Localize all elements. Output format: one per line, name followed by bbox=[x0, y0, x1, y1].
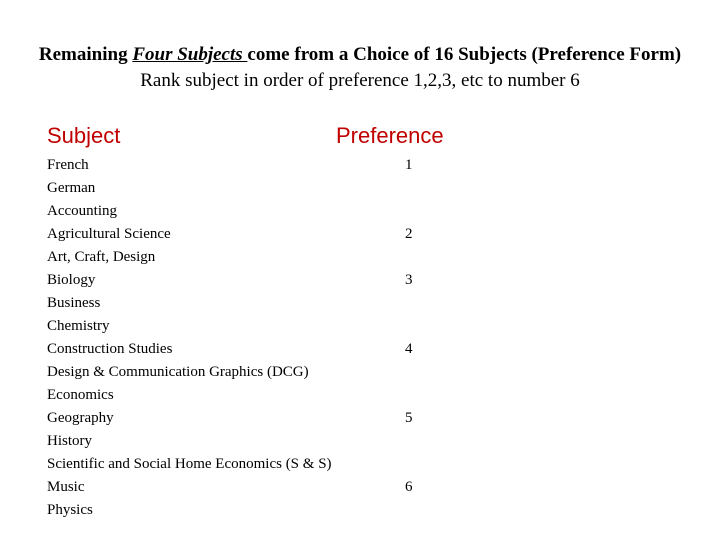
subject-row bbox=[0, 361, 720, 384]
subject-name: Biology bbox=[47, 272, 96, 288]
subject-row bbox=[0, 292, 720, 315]
subject-row bbox=[0, 338, 720, 361]
preference-rank: 5 bbox=[405, 410, 413, 426]
title-emphasis: Four Subjects bbox=[132, 44, 248, 65]
subject-row bbox=[0, 476, 720, 499]
subject-name: Design & Communication Graphics (DCG) bbox=[47, 364, 309, 380]
form-title bbox=[0, 44, 720, 66]
form-instructions: Rank subject in order of preference 1,2,3, etc to number 6 bbox=[140, 70, 580, 91]
subject-name: Business bbox=[47, 295, 101, 311]
title-suffix: come from a Choice of 16 Subjects (Preference Form) bbox=[247, 44, 682, 65]
title-prefix: Remaining bbox=[38, 44, 133, 65]
subject-name: Construction Studies bbox=[47, 341, 173, 357]
subject-name: History bbox=[47, 433, 92, 449]
preference-column-header: Preference bbox=[336, 123, 444, 148]
preference-rank: 1 bbox=[405, 157, 413, 173]
subject-row bbox=[0, 453, 720, 476]
subject-name: Chemistry bbox=[47, 318, 110, 334]
subject-list bbox=[0, 154, 720, 522]
subject-row bbox=[0, 154, 720, 177]
subject-row bbox=[0, 246, 720, 269]
subject-row bbox=[0, 177, 720, 200]
subject-name: Physics bbox=[47, 502, 93, 518]
subject-row bbox=[0, 430, 720, 453]
subject-row bbox=[0, 407, 720, 430]
subject-name: Accounting bbox=[47, 203, 117, 219]
preference-rank: 6 bbox=[405, 479, 413, 495]
subject-row bbox=[0, 200, 720, 223]
subject-name: Scientific and Social Home Economics (S & S) bbox=[47, 456, 332, 472]
subject-name: French bbox=[47, 157, 89, 173]
subject-name: Music bbox=[47, 479, 85, 495]
subject-name: Art, Craft, Design bbox=[47, 249, 156, 265]
subject-row bbox=[0, 384, 720, 407]
subject-name: German bbox=[47, 180, 96, 196]
preference-rank: 4 bbox=[405, 341, 413, 357]
subject-row bbox=[0, 223, 720, 246]
subject-row bbox=[0, 269, 720, 292]
subject-row bbox=[0, 315, 720, 338]
subject-row bbox=[0, 499, 720, 522]
subject-name: Agricultural Science bbox=[47, 226, 171, 242]
preference-rank: 3 bbox=[405, 272, 413, 288]
subject-name: Economics bbox=[47, 387, 114, 403]
subject-name: Geography bbox=[47, 410, 114, 426]
subject-column-header: Subject bbox=[47, 123, 121, 148]
preference-rank: 2 bbox=[405, 226, 413, 242]
